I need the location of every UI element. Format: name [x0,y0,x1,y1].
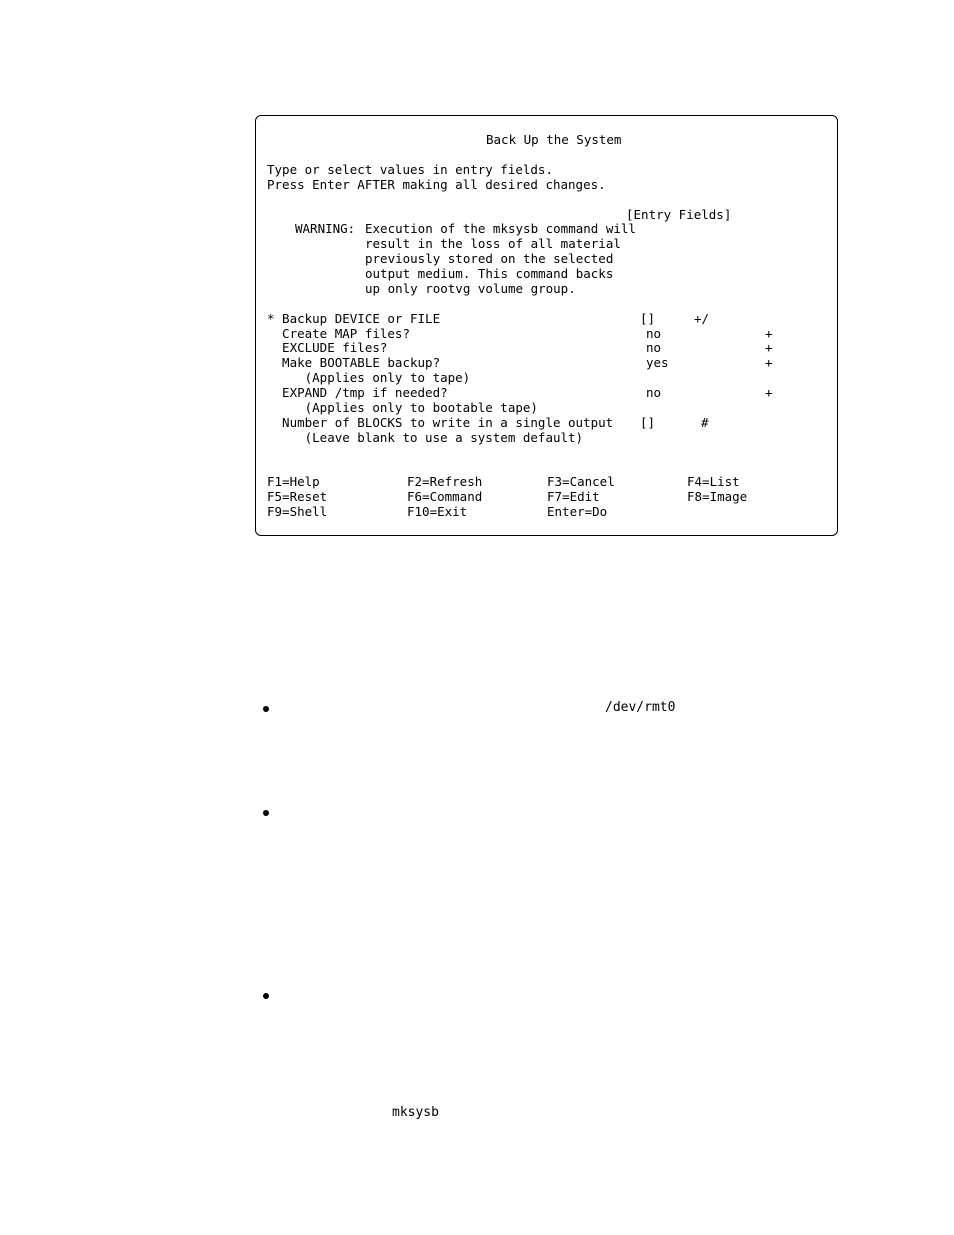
field-value-input[interactable]: [] [640,311,656,326]
warning-label: WARNING: [295,221,356,236]
field-exclude-files[interactable] [267,340,827,355]
field-note-blank-default [267,430,827,445]
field-value-select[interactable]: no [646,326,662,341]
fkey-command[interactable]: F6=Command [407,489,483,504]
list-indicator: + [765,355,773,370]
fkey-exit[interactable]: F10=Exit [407,504,468,519]
instruction-line-2: Press Enter AFTER making all desired changes. [267,177,606,192]
fkey-image[interactable]: F8=Image [687,489,748,504]
list-indicator: + [765,340,773,355]
field-label: Create MAP files? [267,326,410,341]
numeric-indicator: # [701,415,709,430]
command-name-text: mksysb [392,1105,439,1120]
fkey-edit[interactable]: F7=Edit [547,489,600,504]
field-note: (Applies only to tape) [267,370,471,385]
field-value-select[interactable]: no [646,340,662,355]
field-value-select[interactable]: no [646,385,662,400]
field-backup-device[interactable] [267,311,827,326]
field-label: EXPAND /tmp if needed? [267,385,448,400]
fkey-help[interactable]: F1=Help [267,474,320,489]
fkey-refresh[interactable]: F2=Refresh [407,474,483,489]
field-label: * Backup DEVICE or FILE [267,311,441,326]
fkey-cancel[interactable]: F3=Cancel [547,474,615,489]
warning-line-5: up only rootvg volume group. [365,281,576,296]
entry-fields-header: [Entry Fields] [626,207,732,222]
field-note: (Leave blank to use a system default) [267,430,584,445]
list-indicator: +/ [694,311,710,326]
field-bootable-backup[interactable] [267,355,827,370]
field-number-blocks[interactable] [267,415,827,430]
warning-line-3: previously stored on the selected [365,251,614,266]
bullet-3 [263,993,269,999]
fkey-reset[interactable]: F5=Reset [267,489,328,504]
bullet-2 [263,810,269,816]
field-note-tape [267,370,827,385]
field-note-bootable-tape [267,400,827,415]
fkey-list[interactable]: F4=List [687,474,740,489]
warning-line-4: output medium. This command backs [365,266,614,281]
instruction-line-1: Type or select values in entry fields. [267,162,553,177]
field-label: Number of BLOCKS to write in a single output [267,415,614,430]
list-indicator: + [765,385,773,400]
warning-line-2: result in the loss of all material [365,236,621,251]
dialog-title: Back Up the System [486,132,622,147]
device-example-text: /dev/rmt0 [605,700,676,715]
smit-dialog [255,115,838,536]
field-label: EXCLUDE files? [267,340,388,355]
field-create-map[interactable] [267,326,827,341]
field-note: (Applies only to bootable tape) [267,400,538,415]
warning-line-1: Execution of the mksysb command will [365,221,636,236]
field-value-select[interactable]: yes [646,355,669,370]
fkey-enter-do[interactable]: Enter=Do [547,504,608,519]
field-expand-tmp[interactable] [267,385,827,400]
field-label: Make BOOTABLE backup? [267,355,441,370]
bullet-1 [263,706,269,712]
fkey-shell[interactable]: F9=Shell [267,504,328,519]
list-indicator: + [765,326,773,341]
field-value-input[interactable]: [] [640,415,656,430]
